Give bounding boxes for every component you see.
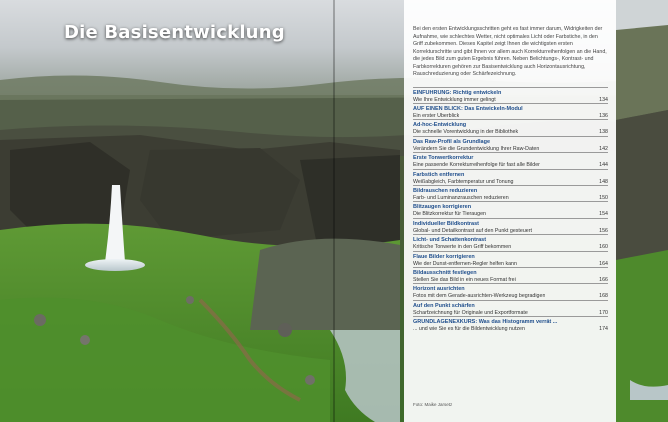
toc-entry-heading: Flaue Bilder korrigieren	[413, 253, 475, 260]
toc-entry-subtitle: Global- und Detailkontrast auf den Punkt gesteuert	[413, 227, 532, 234]
toc-entry[interactable]	[413, 103, 608, 119]
toc-entry-heading: Blitzaugen korrigieren	[413, 204, 472, 211]
toc-entry[interactable]	[413, 201, 608, 217]
toc-entry-page-number: 166	[599, 276, 608, 283]
toc-entry-subtitle: Kritische Tonwerte in den Griff bekommen	[413, 244, 512, 251]
toc-entry[interactable]	[413, 251, 608, 267]
toc-entry-page-number: 136	[599, 113, 608, 119]
toc-entry-heading: Horizont ausrichten	[413, 286, 465, 293]
toc-entry[interactable]	[413, 185, 608, 201]
toc-entry-subtitle: Weißabgleich, Farbtemperatur und Tonung	[413, 178, 514, 185]
toc-entry[interactable]	[413, 152, 608, 168]
toc-entry-heading: Erste Tonwertkorrektur	[413, 155, 474, 162]
toc-entry-page-number: 144	[599, 162, 608, 169]
chapter-title: Die Basisentwicklung	[64, 22, 285, 43]
toc-entry-heading: Farbstich entfernen	[413, 171, 465, 178]
toc-entry-heading: AUF EINEN BLICK: Das Entwickeln-Modul	[413, 106, 523, 112]
toc-entry-subtitle: Scharfzeichnung für Originale und Exportformate	[413, 309, 528, 316]
toc-entry[interactable]	[413, 136, 608, 152]
toc-entry-page-number: 174	[599, 326, 608, 333]
toc-entry-subtitle: ... und wie Sie es für die Bildentwicklung nutzen	[413, 326, 525, 333]
toc-entry[interactable]	[413, 87, 608, 103]
toc-entry-heading: Licht- und Schattenkontrast	[413, 237, 487, 244]
toc-entry-page-number: 154	[599, 211, 608, 218]
page-gutter	[333, 0, 335, 422]
photo-credit: Foto: Maike Jarsetz	[413, 402, 453, 407]
toc-entry-page-number: 168	[599, 293, 608, 300]
toc-entry-page-number: 164	[599, 260, 608, 267]
toc-entry-subtitle: Stellen Sie das Bild in ein neues Format frei	[413, 276, 516, 283]
toc-entry-heading: Das Raw-Profil als Grundlage	[413, 138, 491, 145]
toc-entry[interactable]	[413, 300, 608, 316]
toc-entry-heading: Bildrauschen reduzieren	[413, 187, 478, 194]
toc-entry[interactable]	[413, 169, 608, 185]
toc-entry-page-number: 150	[599, 194, 608, 201]
toc-entry-subtitle: Farb- und Luminanzrauschen reduzieren	[413, 194, 509, 201]
toc-entry-page-number: 134	[599, 96, 608, 103]
toc-entry-heading: Auf den Punkt schärfen	[413, 302, 475, 309]
toc-entry-subtitle: Verändern Sie die Grundentwicklung Ihrer Raw-Daten	[413, 145, 540, 152]
toc-entry-page-number: 156	[599, 227, 608, 234]
toc-entry[interactable]	[413, 267, 608, 283]
toc-entry-page-number: 138	[599, 129, 608, 136]
toc-entry-subtitle: Eine passende Korrekturreihenfolge für fast alle Bilder	[413, 162, 540, 169]
toc-entry-subtitle: Die schnelle Vorentwicklung in der Bibliothek	[413, 129, 519, 136]
toc-entry[interactable]	[413, 119, 608, 135]
toc-entry-subtitle: Ein erster Überblick	[413, 113, 460, 119]
table-of-contents	[413, 87, 608, 333]
toc-entry[interactable]	[413, 234, 608, 250]
toc-entry-subtitle: Wie Ihre Entwicklung immer gelingt	[413, 96, 496, 103]
toc-entry-subtitle: Wie der Dunst-entfernen-Regler helfen kann	[413, 260, 517, 267]
toc-entry-heading: Individueller Bildkontrast	[413, 220, 480, 227]
toc-panel	[404, 0, 616, 422]
chapter-intro: Bei den ersten Entwicklungsschritten geht es fast immer darum, Widrigkeiten der Aufnahme, wie schlechtes Wetter, nicht optimales Licht oder Farbstiche, in den Griff zubekommen. Dieses Kapitel zeigt Ihnen die wichtigsten ersten Korrekturschritte und gibt Ihnen vor allem auch Korrekturreihenfolgen an die Hand, die jedes Bild zum guten Ergebnis führen. Neben Belichtungs-, Kontrast- und Farbkorrekturen gehören zur Basisentwicklung auch Horizontausrichtung, Rauschreduzierung oder Schärfezeichnung.	[413, 26, 607, 78]
toc-entry-heading: Bildausschnitt festlegen	[413, 269, 477, 276]
toc-entry-subtitle: Fotos mit dem Gerade-ausrichten-Werkzeug begradigen	[413, 293, 546, 300]
toc-entry-heading: GRUNDLAGENEXKURS: Was das Histogramm verrät ...	[413, 319, 558, 326]
toc-entry[interactable]	[413, 283, 608, 299]
toc-entry-heading: Ad-hoc-Entwicklung	[413, 122, 467, 129]
toc-entry-subtitle: Die Blitzkorrektur für Tieraugen	[413, 211, 487, 218]
toc-entry-page-number: 148	[599, 178, 608, 185]
toc-entry-page-number: 160	[599, 244, 608, 251]
toc-entry-page-number: 170	[599, 309, 608, 316]
toc-entry[interactable]	[413, 316, 608, 332]
toc-entry-heading: EINFÜHRUNG: Richtig entwickeln	[413, 89, 502, 96]
toc-entry[interactable]	[413, 218, 608, 234]
toc-entry-page-number: 142	[599, 145, 608, 152]
